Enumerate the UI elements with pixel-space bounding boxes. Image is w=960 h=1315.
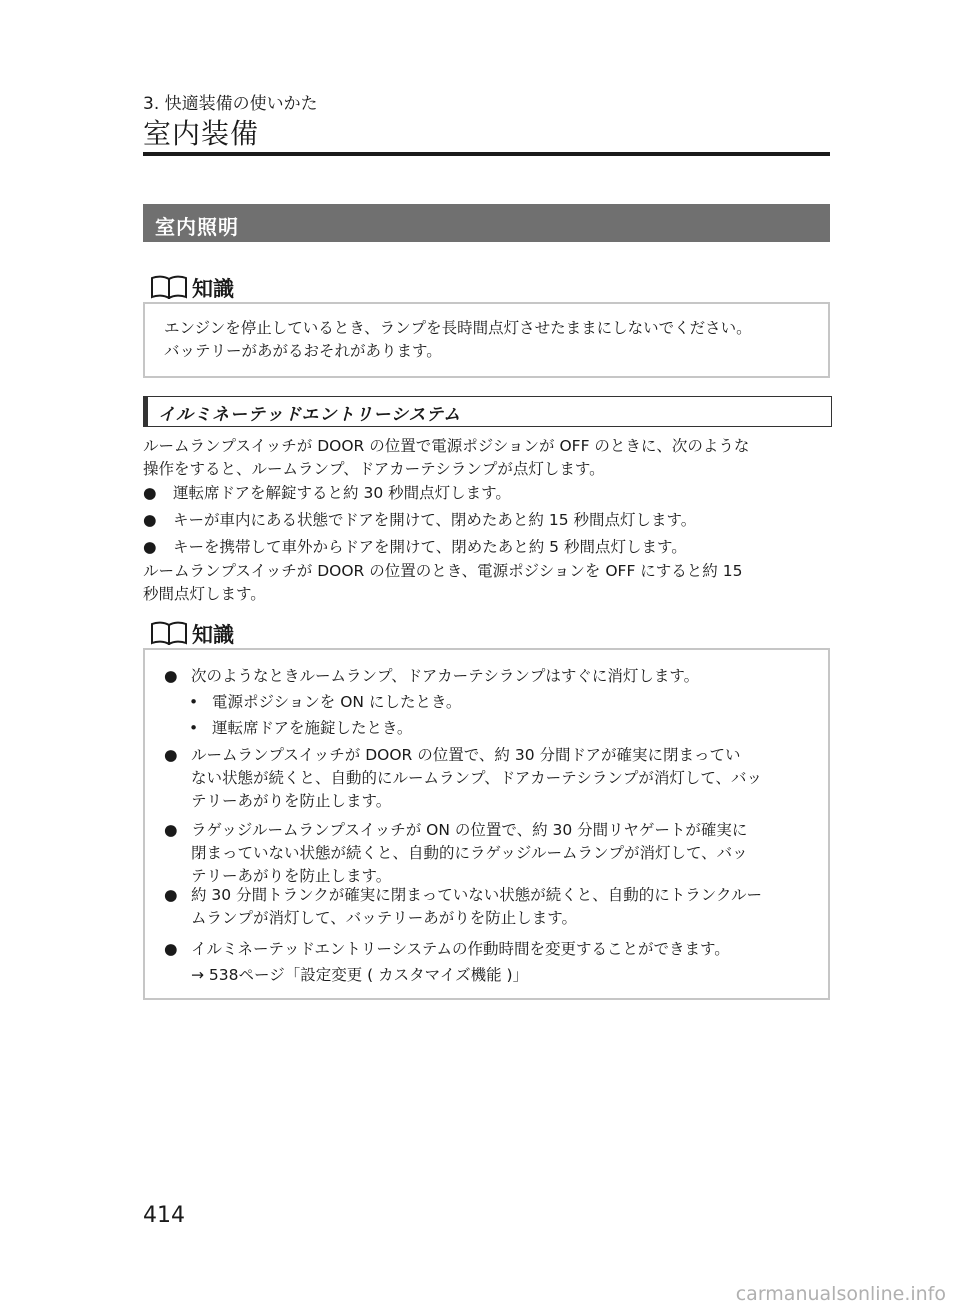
note-item-text: 約 30 分間トランクが確実に閉まっていない状態が続くと、自動的にトランクルー — [191, 886, 762, 904]
subsection-header — [143, 396, 832, 427]
subsection-title: イルミネーテッドエントリーシステム — [158, 405, 462, 425]
bullet-icon: ● — [164, 667, 178, 685]
note-item-text: 次のようなときルームランプ、ドアカーテシランプはすぐに消灯します。 — [191, 667, 700, 685]
page-title: 室内装備 — [143, 117, 260, 150]
bullet-icon: ● — [164, 886, 178, 904]
bullet-icon: ● — [143, 511, 157, 529]
note-item-text: 閉まっていない状態が続くと、自動的にラゲッジルームランプが消灯して、バッ — [191, 844, 748, 862]
book-icon — [150, 621, 188, 645]
note-item-text: テリーあがりを防止します。 — [191, 792, 392, 810]
note-item-text: ルームランプスイッチが DOOR の位置で、約 30 分間ドアが確実に閉まってい — [191, 746, 741, 764]
list-item-text: キーが車内にある状態でドアを開けて、閉めたあと約 15 秒間点灯します。 — [173, 511, 697, 529]
text-line: 秒間点灯します。 — [143, 585, 266, 603]
knowledge-label: 知識 — [192, 277, 234, 301]
section-title: 室内照明 — [155, 215, 239, 239]
bullet-icon: ● — [143, 538, 157, 556]
page-number: 414 — [143, 1203, 185, 1228]
page-reference-link[interactable]: → 538ページ「設定変更 ( カスタマイズ機能 )」 — [191, 966, 529, 984]
list-item-text: キーを携帯して車外からドアを開けて、閉めたあと約 5 秒間点灯します。 — [173, 538, 687, 556]
section-header — [143, 204, 830, 242]
note-line: バッテリーがあがるおそれがあります。 — [164, 342, 442, 360]
bullet-icon: ● — [164, 746, 178, 764]
note-item-text: テリーあがりを防止します。 — [191, 867, 392, 885]
text-line: ルームランプスイッチが DOOR の位置で電源ポジションが OFF のときに、次のような — [143, 437, 750, 455]
intro-paragraph — [143, 435, 833, 481]
watermark: carmanualsonline.info — [735, 1283, 946, 1305]
note-item-text: ムランプが消灯して、バッテリーあがりを防止します。 — [191, 909, 577, 927]
knowledge-label: 知識 — [192, 623, 234, 647]
title-divider — [143, 152, 830, 156]
note-item-text: ない状態が続くと、自動的にルームランプ、ドアカーテシランプが消灯して、バッ — [191, 769, 763, 787]
book-icon — [150, 275, 188, 299]
note-subitem-text: 運転席ドアを施錠したとき。 — [212, 719, 413, 737]
sub-bullet-icon: • — [189, 719, 199, 737]
outro-paragraph — [143, 560, 833, 606]
note-item-text: ラゲッジルームランプスイッチが ON の位置で、約 30 分間リヤゲートが確実に — [191, 821, 748, 839]
knowledge-box-2 — [143, 648, 830, 1000]
note-line: エンジンを停止しているとき、ランプを長時間点灯させたままにしないでください。 — [164, 319, 752, 337]
chapter-heading: 3. 快適装備の使いかた — [143, 94, 318, 114]
knowledge-box-1 — [143, 302, 830, 378]
note-subitem-text: 電源ポジションを ON にしたとき。 — [212, 693, 462, 711]
bullet-icon: ● — [164, 821, 178, 839]
text-line: ルームランプスイッチが DOOR の位置のとき、電源ポジションを OFF にすると約 15 — [143, 562, 743, 580]
bullet-icon: ● — [143, 484, 157, 502]
note-item-text: イルミネーテッドエントリーシステムの作動時間を変更することができます。 — [191, 940, 730, 958]
text-line: 操作をすると、ルームランプ、ドアカーテシランプが点灯します。 — [143, 460, 605, 478]
bullet-icon: ● — [164, 940, 178, 958]
sub-bullet-icon: • — [189, 693, 199, 711]
list-item-text: 運転席ドアを解錠すると約 30 秒間点灯します。 — [173, 484, 511, 502]
